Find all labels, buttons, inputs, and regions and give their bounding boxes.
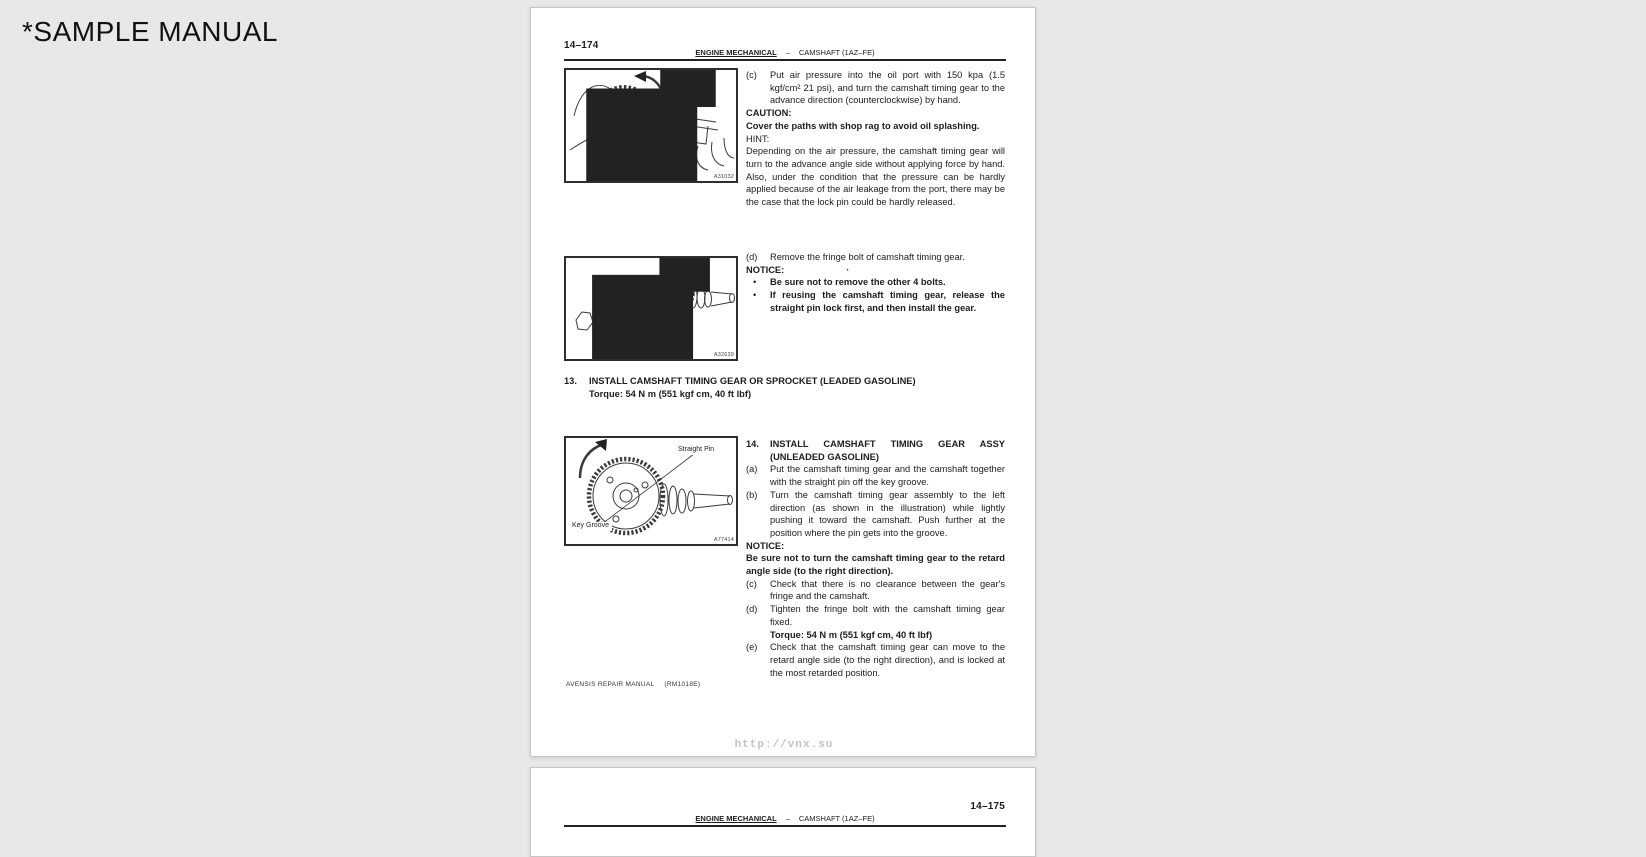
bullet-glyph: •	[753, 277, 757, 288]
page-number: 14–174	[564, 40, 599, 51]
step-14a-label: (a)	[746, 464, 758, 475]
figure-label-key-groove: Key Groove	[572, 522, 612, 531]
figure-air-pressure	[564, 68, 738, 183]
footer-manual-name: AVENSIS REPAIR MANUAL	[566, 681, 655, 688]
step-14d-label: (d)	[746, 604, 758, 615]
notice-stray-dot: ·	[846, 264, 850, 275]
figure-code: A31032	[713, 174, 734, 180]
footer-manual-code: (RM1018E)	[664, 681, 701, 688]
step-13-title: INSTALL CAMSHAFT TIMING GEAR OR SPROCKET (LEADED GASOLINE)	[589, 376, 916, 386]
page-footer	[566, 681, 710, 688]
figure-code: A77414	[713, 537, 734, 543]
figure-straight-pin	[564, 436, 738, 546]
figure-stamp-icon	[566, 258, 736, 359]
step-c-text: Put air pressure into the oil port with 150 kpa (1.5 kgf/cm² 21 psi), and turn the camshaft timing gear to the advance direction (counterclockwise) by hand.	[770, 70, 1005, 106]
step-14e-label: (e)	[746, 642, 758, 653]
step-14d-text: Tighten the fringe bolt with the camshaft timing gear fixed.	[770, 604, 1005, 627]
notice-bullet: Be sure not to remove the other 4 bolts.	[770, 277, 946, 288]
step-14c-label: (c)	[746, 578, 757, 589]
hint-text: Depending on the air pressure, the camshaft timing gear will turn to the advance angle side without applying force by hand. Also, under the condition that the pressure can be hardly applied because of the air leakage from the port, there may be the case that the lock pin could be hardly released.	[746, 146, 1005, 208]
step-d-block	[746, 251, 1005, 315]
header-separator: –	[785, 48, 790, 57]
caution-label: CAUTION:	[746, 108, 792, 119]
figure-exploded-gear	[564, 256, 738, 361]
notice-bullet: If reusing the camshaft timing gear, release the straight pin lock first, and then install the gear.	[770, 290, 1005, 313]
header-separator: –	[785, 814, 790, 823]
page-header	[564, 48, 1006, 61]
page-number: 14–175	[970, 801, 1005, 812]
site-watermark: http://vnx.su	[734, 739, 834, 751]
manual-page-174	[530, 7, 1036, 757]
step-d-label: (d)	[746, 252, 758, 262]
step-14-block	[746, 438, 1005, 679]
notice-label: NOTICE:	[746, 540, 785, 551]
notice-text: Be sure not to turn the camshaft timing gear to the retard angle side (to the right direction).	[746, 553, 1005, 577]
step-14a-text: Put the camshaft timing gear and the camshaft together with the straight pin off the key groove.	[770, 464, 1005, 488]
step-13-number: 13.	[564, 376, 577, 386]
hint-label: HINT:	[746, 133, 770, 144]
step-13-block	[564, 375, 1006, 400]
header-section-title: ENGINE MECHANICAL	[695, 48, 777, 57]
bullet-glyph: •	[753, 290, 757, 301]
step-14-title: INSTALL CAMSHAFT TIMING GEAR ASSY (UNLEADED GASOLINE)	[770, 439, 1005, 462]
figure-label-straight-pin: Straight Pin	[678, 446, 726, 455]
step-c-block	[746, 69, 1005, 209]
header-section-title: ENGINE MECHANICAL	[695, 814, 777, 823]
figure-stamp-icon	[566, 70, 736, 181]
step-14-number: 14.	[746, 439, 759, 449]
step-14b-label: (b)	[746, 489, 758, 500]
header-subsection-title: CAMSHAFT (1AZ–FE)	[798, 814, 875, 823]
caution-text: Cover the paths with shop rag to avoid oil splashing.	[746, 120, 980, 131]
manual-page-175	[530, 767, 1036, 857]
step-14d-torque: Torque: 54 N m (551 kgf cm, 40 ft lbf)	[770, 629, 933, 640]
step-c-label: (c)	[746, 70, 757, 80]
step-14c-text: Check that there is no clearance between the gear's fringe and the camshaft.	[770, 578, 1005, 602]
step-d-text: Remove the fringe bolt of camshaft timing gear.	[770, 252, 965, 262]
step-14e-text: Check that the camshaft timing gear can move to the retard angle side (to the right direction), and is locked at the most retarded position.	[770, 642, 1005, 678]
step-14b-text: Turn the camshaft timing gear assembly to the left direction (as shown in the illustration) while lightly pushing it toward the camshaft. Push further at the position where the pin gets into the groove.	[770, 489, 1005, 538]
sample-manual-watermark-label: *SAMPLE MANUAL	[22, 16, 278, 47]
page-header	[564, 814, 1006, 827]
notice-label: NOTICE:	[746, 264, 785, 275]
step-13-torque: Torque: 54 N m (551 kgf cm, 40 ft lbf)	[589, 388, 752, 399]
figure-code: A32639	[713, 352, 734, 358]
header-subsection-title: CAMSHAFT (1AZ–FE)	[798, 48, 875, 57]
